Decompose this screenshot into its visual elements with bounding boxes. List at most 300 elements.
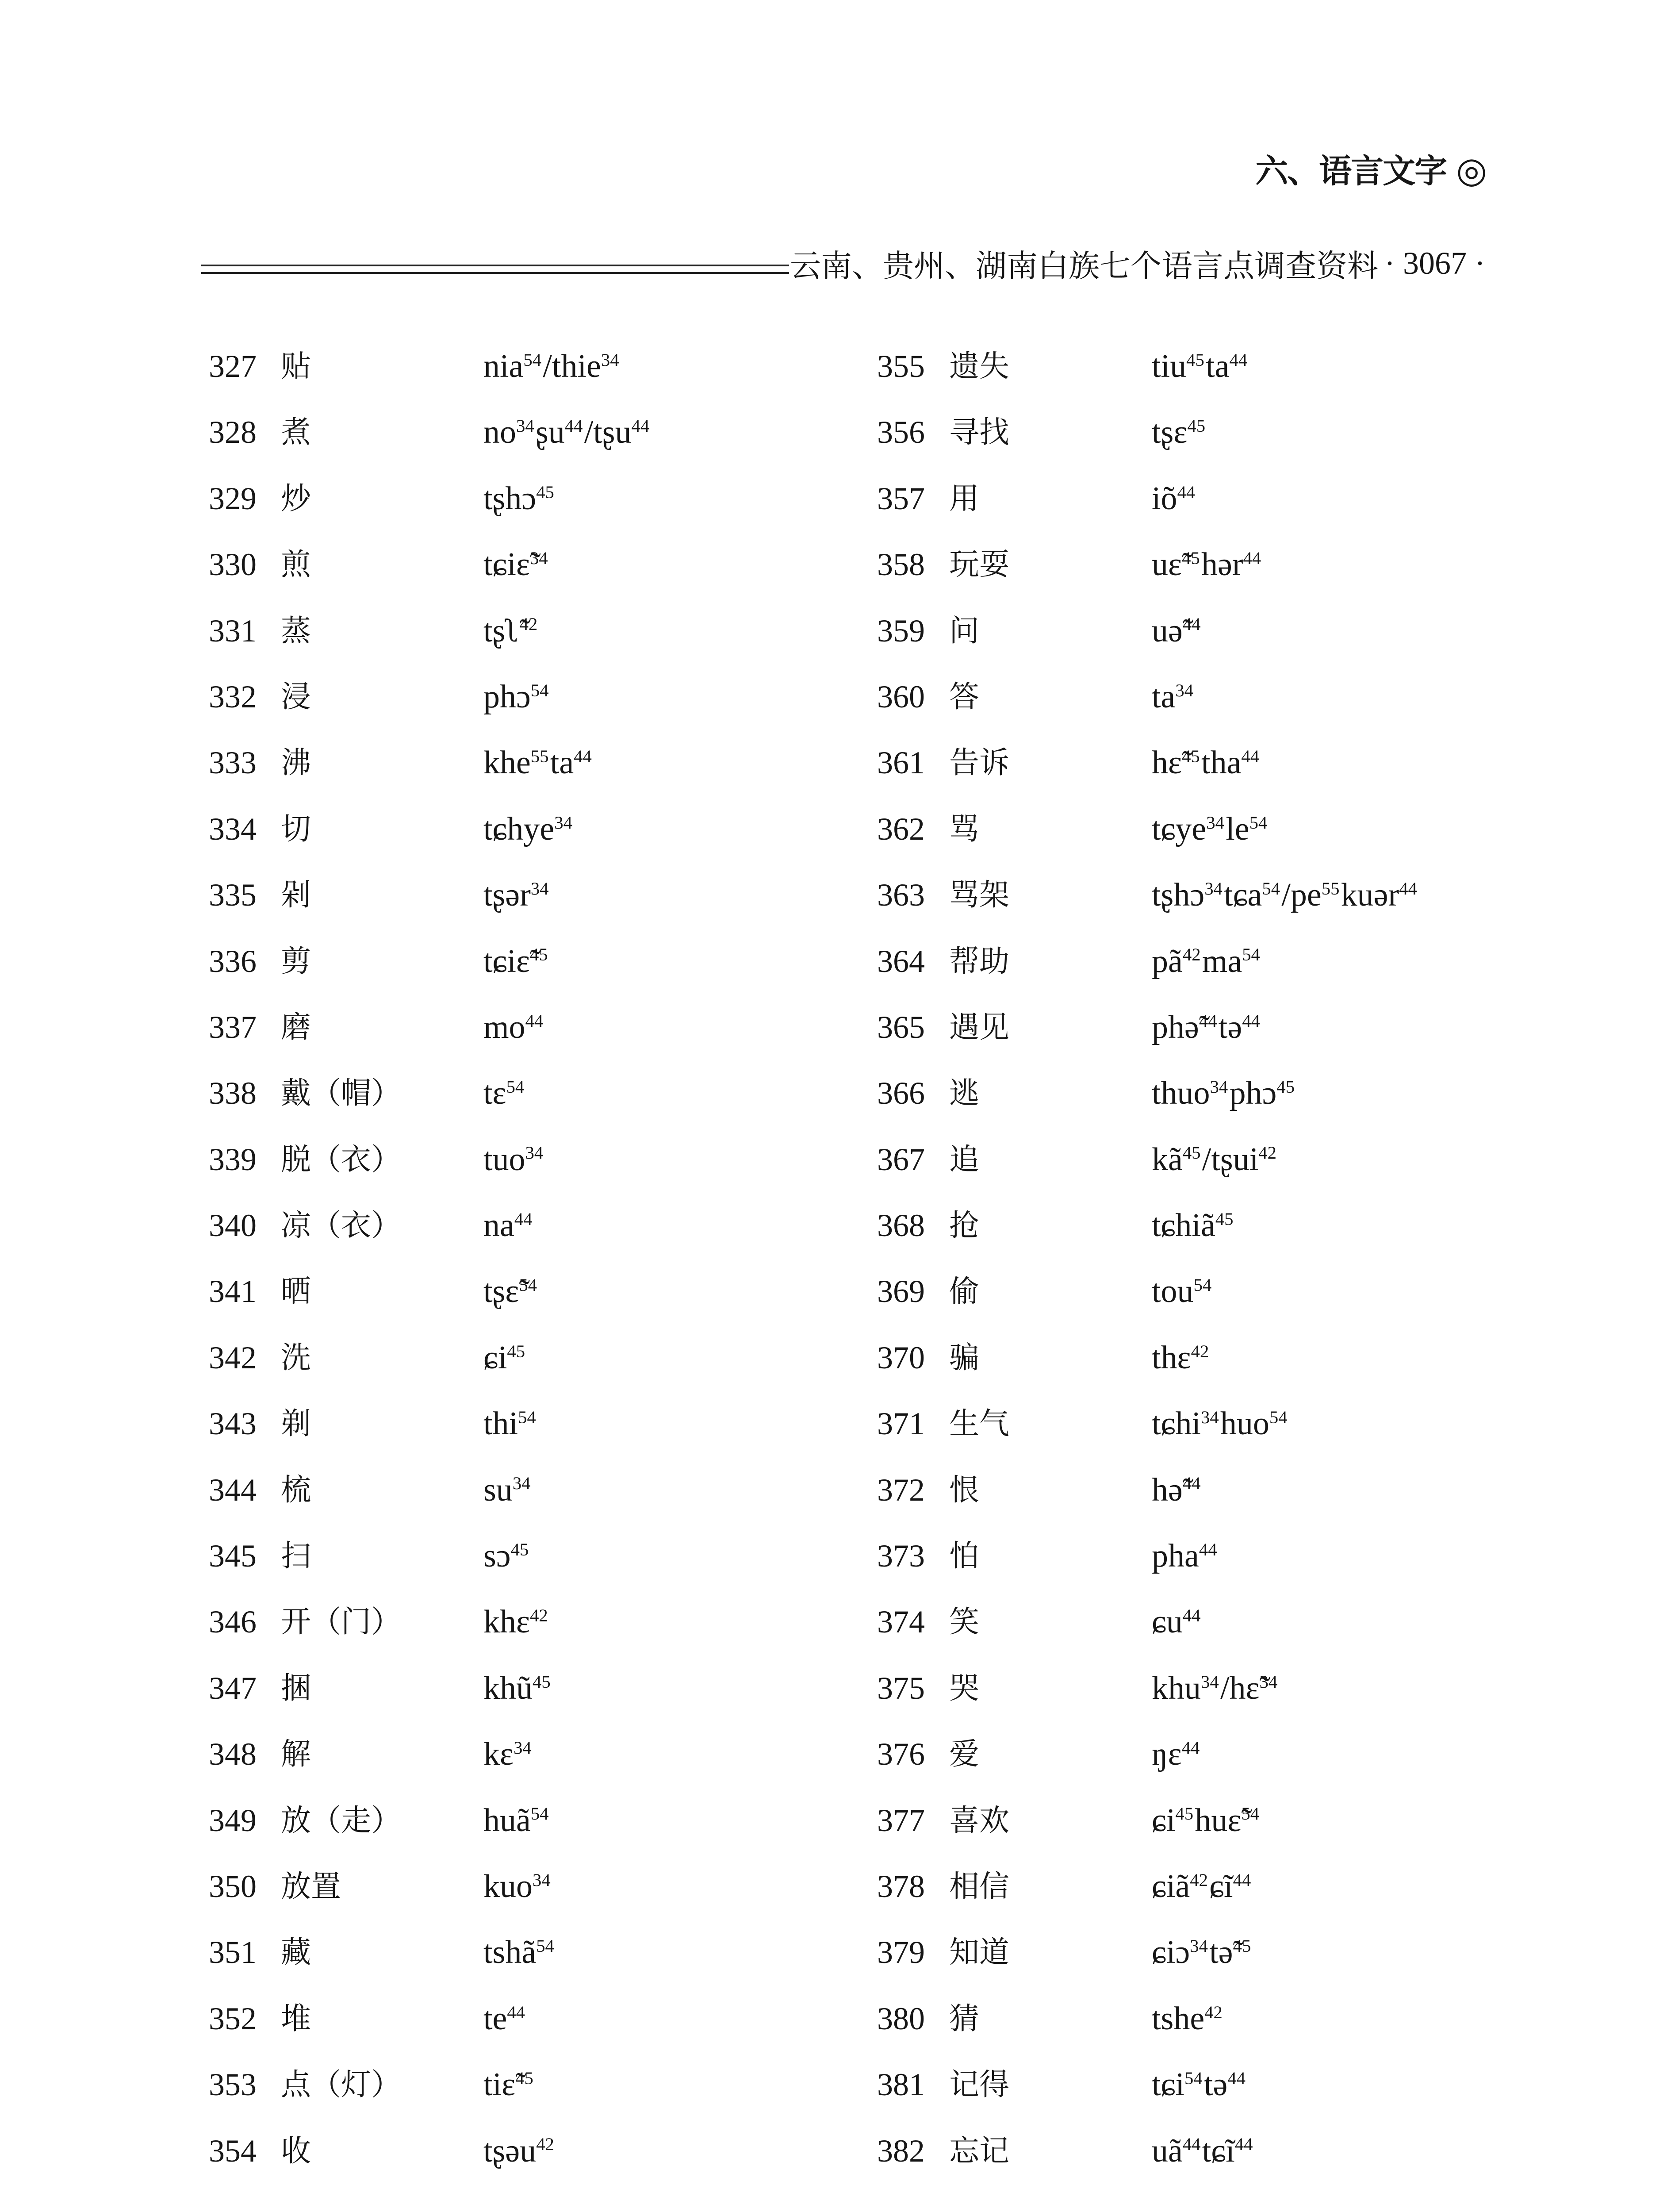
entry-number: 346 xyxy=(209,1604,257,1640)
ipa-syllable: tshe xyxy=(1152,2000,1205,2037)
entry-word: 浸 xyxy=(281,679,311,714)
entry-transcription xyxy=(483,1325,526,1391)
entry-row xyxy=(209,532,863,598)
ipa-syllable: tɕhiã xyxy=(1152,1207,1215,1244)
ipa-syllable: thɛ xyxy=(1152,1339,1191,1376)
tone-number: 44 xyxy=(507,2002,525,2022)
ipa-syllable: pha xyxy=(1152,1538,1199,1575)
entry-word: 贴 xyxy=(281,349,311,384)
tone-number: 44 xyxy=(1227,2068,1246,2088)
entry-number: 382 xyxy=(877,2133,925,2169)
entry-transcription xyxy=(483,1259,538,1325)
tone-number: 44 xyxy=(631,416,650,436)
tone-number: 34 xyxy=(1175,680,1194,700)
running-title: 云南、贵州、湖南白族七个语言点调查资料 xyxy=(790,247,1379,284)
tone-number: 34 xyxy=(516,416,534,436)
entry-row xyxy=(209,1854,863,1920)
tone-number: 44 xyxy=(1241,746,1260,767)
tone-number: 42 xyxy=(1182,945,1201,965)
entry-word: 磨 xyxy=(281,1010,311,1045)
ipa-syllable: tɕĩ xyxy=(1202,2132,1235,2169)
entry-transcription xyxy=(483,1391,537,1457)
ipa-syllable: phə̃ xyxy=(1152,1009,1199,1045)
entry-transcription xyxy=(483,1655,552,1721)
entry-transcription xyxy=(483,995,545,1060)
entry-word: 逃 xyxy=(949,1076,980,1111)
entry-number: 336 xyxy=(209,943,257,979)
entry-word: 恨 xyxy=(949,1472,980,1508)
ipa-syllable: tʂhɔ xyxy=(1152,877,1205,914)
ipa-syllable: tə̃ xyxy=(1209,1934,1233,1971)
entry-row xyxy=(209,796,863,862)
ipa-syllable: le xyxy=(1226,810,1249,847)
entry-transcription xyxy=(483,1127,545,1193)
tone-number: 44 xyxy=(1233,1870,1251,1890)
entry-row xyxy=(877,1259,1629,1325)
ipa-syllable: hɛ̃ xyxy=(1152,745,1182,781)
entry-number: 370 xyxy=(877,1340,925,1375)
tone-number: 44 xyxy=(1182,1605,1201,1626)
entry-transcription xyxy=(1152,929,1261,995)
entry-row xyxy=(877,399,1629,465)
ipa-syllable: tʂəu xyxy=(483,2132,537,2169)
entry-word: 猜 xyxy=(949,2001,980,2036)
entry-transcription xyxy=(1152,1920,1253,1985)
entry-number: 358 xyxy=(877,547,925,583)
ipa-syllable: phɔ xyxy=(483,678,531,715)
tone-number: 54 xyxy=(518,1407,536,1428)
entry-number: 339 xyxy=(209,1141,257,1177)
entry-number: 375 xyxy=(877,1670,925,1706)
entry-number: 328 xyxy=(209,415,257,450)
entry-row xyxy=(209,1986,863,2052)
ipa-syllable: nia xyxy=(483,348,524,384)
tone-number: 45 xyxy=(1182,746,1200,767)
entry-word: 煎 xyxy=(281,547,311,583)
entry-transcription xyxy=(483,1854,552,1920)
entry-row xyxy=(209,1325,863,1391)
tone-number: 34 xyxy=(1200,1407,1219,1428)
entry-row xyxy=(877,1655,1629,1721)
entry-row xyxy=(209,1721,863,1787)
entry-row xyxy=(877,532,1629,598)
entry-word: 堆 xyxy=(281,2001,311,2036)
entry-row xyxy=(209,1788,863,1854)
entry-number: 380 xyxy=(877,2001,925,2036)
entry-transcription xyxy=(483,2118,556,2184)
entry-number: 349 xyxy=(209,1802,257,1838)
entry-number: 342 xyxy=(209,1340,257,1375)
entry-row xyxy=(209,399,863,465)
tone-number: 44 xyxy=(1229,349,1248,370)
entry-transcription xyxy=(1152,1523,1219,1589)
section-title: 六、语言文字 xyxy=(1255,152,1447,190)
ipa-syllable: ŋɛ xyxy=(1152,1736,1182,1773)
tone-number: 45 xyxy=(1182,548,1200,568)
entry-row xyxy=(209,1920,863,1985)
entry-transcription xyxy=(1152,1788,1261,1854)
entry-transcription xyxy=(1152,1127,1278,1193)
entry-row xyxy=(877,862,1629,928)
entry-word: 捆 xyxy=(281,1671,311,1706)
double-rule-divider xyxy=(201,265,789,274)
entry-word: 骂 xyxy=(949,811,980,847)
ipa-syllable: tɕa xyxy=(1224,877,1262,914)
entry-transcription xyxy=(1152,1721,1201,1787)
entry-row xyxy=(877,664,1629,730)
ipa-syllable: phɔ xyxy=(1229,1075,1277,1112)
tone-number: 44 xyxy=(1234,2134,1253,2154)
entry-word: 偷 xyxy=(949,1274,980,1310)
entry-word: 知道 xyxy=(949,1935,1010,1970)
ipa-syllable: tɕhi xyxy=(1152,1406,1201,1442)
entry-word: 追 xyxy=(949,1142,980,1177)
entry-transcription xyxy=(1152,796,1269,862)
tone-number: 44 xyxy=(574,746,592,767)
ipa-syllable: tɕiɛ̃ xyxy=(483,943,530,979)
ipa-syllable: ta xyxy=(1152,678,1176,715)
tone-number: 45 xyxy=(1187,416,1206,436)
entry-number: 360 xyxy=(877,679,925,714)
ipa-syllable: ɕiã xyxy=(1152,1868,1190,1905)
entry-transcription xyxy=(1152,1060,1296,1126)
entry-row xyxy=(209,334,863,399)
entry-number: 354 xyxy=(209,2133,257,2169)
ipa-syllable: /tʂu xyxy=(584,414,632,451)
entry-number: 350 xyxy=(209,1868,257,1904)
entry-number: 372 xyxy=(877,1472,925,1508)
tone-number: 55 xyxy=(1321,878,1340,899)
ipa-syllable: tə xyxy=(1203,2066,1228,2103)
entry-word: 答 xyxy=(949,679,980,714)
ipa-syllable: su xyxy=(483,1471,513,1508)
entry-row xyxy=(877,1193,1629,1259)
entry-word: 哭 xyxy=(949,1671,980,1706)
ipa-syllable: tiu xyxy=(1152,348,1187,384)
tone-number: 44 xyxy=(1243,548,1261,568)
entry-number: 338 xyxy=(209,1075,257,1111)
entry-row xyxy=(877,1325,1629,1391)
entry-number: 329 xyxy=(209,480,257,516)
entry-number: 371 xyxy=(877,1406,925,1442)
tone-number: 44 xyxy=(564,416,583,436)
ipa-syllable: tou xyxy=(1152,1273,1194,1310)
entry-word: 剃 xyxy=(281,1406,311,1442)
ipa-syllable: khɛ xyxy=(483,1604,530,1640)
ipa-syllable: tʂhɔ xyxy=(483,480,537,517)
entry-number: 327 xyxy=(209,349,257,384)
tone-number: 34 xyxy=(1206,812,1224,833)
entry-transcription xyxy=(1152,1655,1279,1721)
tone-number: 54 xyxy=(1242,945,1260,965)
entry-row xyxy=(877,2052,1629,2118)
ipa-syllable: tɛ xyxy=(483,1075,506,1112)
entry-row xyxy=(209,1127,863,1193)
tone-number: 42 xyxy=(530,1605,548,1626)
entry-word: 藏 xyxy=(281,1935,311,1970)
entry-row xyxy=(877,1060,1629,1126)
tone-number: 44 xyxy=(1177,482,1196,502)
tone-number: 54 xyxy=(530,1804,549,1824)
tone-number: 44 xyxy=(1242,1010,1260,1031)
entry-transcription xyxy=(483,399,651,465)
entry-word: 骗 xyxy=(949,1340,980,1375)
entry-number: 374 xyxy=(877,1604,925,1640)
entry-number: 331 xyxy=(209,613,257,649)
entry-row xyxy=(209,2118,863,2184)
tone-number: 44 xyxy=(514,1209,533,1229)
entry-number: 379 xyxy=(877,1935,925,1970)
tone-number: 45 xyxy=(1175,1804,1194,1824)
tone-number: 44 xyxy=(1182,614,1201,634)
entry-word: 开（门） xyxy=(281,1605,402,1640)
entry-word: 炒 xyxy=(281,481,311,516)
entry-word: 遇见 xyxy=(949,1010,1010,1045)
entry-number: 366 xyxy=(877,1075,925,1111)
entry-word: 记得 xyxy=(949,2067,1010,2103)
tone-number: 54 xyxy=(1241,1804,1260,1824)
tone-number: 54 xyxy=(519,1275,537,1295)
entry-number: 368 xyxy=(877,1208,925,1244)
entry-transcription xyxy=(1152,532,1262,598)
tone-number: 34 xyxy=(530,548,548,568)
entry-transcription xyxy=(1152,1259,1213,1325)
ipa-syllable: na xyxy=(483,1207,514,1244)
entry-word: 剪 xyxy=(281,944,311,979)
entry-row xyxy=(209,995,863,1060)
entry-word: 剁 xyxy=(281,878,311,913)
tone-number: 45 xyxy=(510,1539,529,1559)
ipa-syllable: khu xyxy=(1152,1670,1201,1706)
section-header xyxy=(1255,146,1487,195)
entry-word: 怕 xyxy=(949,1539,980,1574)
entry-number: 330 xyxy=(209,547,257,583)
entry-row xyxy=(209,730,863,796)
entry-transcription xyxy=(1152,1589,1202,1655)
entry-number: 381 xyxy=(877,2067,925,2103)
entry-number: 347 xyxy=(209,1670,257,1706)
entry-word: 帮助 xyxy=(949,944,1010,979)
entry-transcription xyxy=(1152,1391,1289,1457)
entry-transcription xyxy=(1152,995,1261,1060)
entry-transcription xyxy=(483,2052,535,2118)
entry-word: 梳 xyxy=(281,1472,311,1508)
tone-number: 54 xyxy=(1184,2068,1203,2088)
ipa-syllable: tɕhye xyxy=(483,810,555,847)
entry-word: 煮 xyxy=(281,415,311,450)
entry-number: 351 xyxy=(209,1935,257,1970)
tone-number: 45 xyxy=(1215,1209,1234,1229)
entry-row xyxy=(209,1259,863,1325)
tone-number: 34 xyxy=(533,1870,551,1890)
right-entry-column xyxy=(877,334,1629,2184)
tone-number: 44 xyxy=(1199,1539,1217,1559)
ipa-syllable: ɕĩ xyxy=(1209,1868,1233,1905)
ipa-syllable: tiɛ̃ xyxy=(483,2066,516,2103)
entry-number: 352 xyxy=(209,2001,257,2036)
entry-word: 玩耍 xyxy=(949,547,1010,583)
entry-word: 放置 xyxy=(281,1869,341,1904)
ipa-syllable: tɕye xyxy=(1152,810,1207,847)
tone-number: 45 xyxy=(515,2068,533,2088)
tone-number: 42 xyxy=(1191,1341,1209,1361)
entry-transcription xyxy=(1152,1457,1202,1523)
ipa-syllable: kuər xyxy=(1341,877,1399,914)
ipa-syllable: hər xyxy=(1201,546,1243,583)
entry-row xyxy=(877,598,1629,664)
entry-transcription xyxy=(483,1589,549,1655)
tone-number: 34 xyxy=(554,812,572,833)
tone-number: 34 xyxy=(1190,1936,1208,1956)
ipa-syllable: ʂu xyxy=(535,414,565,451)
entry-number: 373 xyxy=(877,1538,925,1574)
tone-number: 45 xyxy=(1233,1936,1251,1956)
ipa-syllable: ta xyxy=(550,745,574,781)
entry-transcription xyxy=(483,862,550,928)
ipa-syllable: mo xyxy=(483,1009,525,1045)
tone-number: 42 xyxy=(519,614,538,634)
entry-number: 348 xyxy=(209,1736,257,1772)
entry-row xyxy=(209,598,863,664)
entry-transcription xyxy=(1152,2118,1254,2184)
entry-transcription xyxy=(1152,1986,1224,2052)
ipa-syllable: /hɛ̃ xyxy=(1220,1670,1260,1706)
entry-transcription xyxy=(483,1523,530,1589)
entry-transcription xyxy=(1152,1193,1235,1259)
ipa-syllable: /thie xyxy=(543,348,601,384)
ipa-syllable: tə xyxy=(1218,1009,1242,1045)
tone-number: 55 xyxy=(530,746,549,767)
entry-word: 忘记 xyxy=(949,2133,1010,2169)
entry-number: 377 xyxy=(877,1802,925,1838)
entry-transcription xyxy=(483,1986,526,2052)
entry-number: 332 xyxy=(209,679,257,714)
entry-transcription xyxy=(1152,664,1195,730)
entry-number: 364 xyxy=(877,943,925,979)
entry-word: 点（灯） xyxy=(281,2067,402,2103)
tone-number: 42 xyxy=(1258,1143,1276,1163)
entry-word: 生气 xyxy=(949,1406,1010,1442)
tone-number: 44 xyxy=(1182,1473,1201,1494)
tone-number: 45 xyxy=(533,1671,551,1692)
entry-word: 洗 xyxy=(281,1340,311,1375)
tone-number: 34 xyxy=(1204,878,1223,899)
tone-number: 34 xyxy=(514,1737,532,1758)
entry-number: 355 xyxy=(877,349,925,384)
entry-transcription xyxy=(483,334,621,399)
ipa-syllable: thuo xyxy=(1152,1075,1210,1112)
entry-number: 365 xyxy=(877,1009,925,1045)
ipa-syllable: /tʂui xyxy=(1202,1141,1259,1178)
entry-number: 362 xyxy=(877,811,925,847)
entry-word: 放（走） xyxy=(281,1803,402,1838)
entry-word: 收 xyxy=(281,2133,311,2169)
entry-transcription xyxy=(1152,399,1207,465)
entry-word: 晒 xyxy=(281,1274,311,1310)
ipa-syllable: no xyxy=(483,414,516,451)
ipa-syllable: tha xyxy=(1201,745,1242,781)
entry-number: 334 xyxy=(209,811,257,847)
tone-number: 45 xyxy=(536,482,554,502)
tone-number: 45 xyxy=(507,1341,525,1361)
entry-row xyxy=(209,1589,863,1655)
entry-transcription xyxy=(483,730,593,796)
entry-word: 遗失 xyxy=(949,349,1010,384)
tone-number: 45 xyxy=(530,945,548,965)
ipa-syllable: kã xyxy=(1152,1141,1183,1178)
entry-number: 356 xyxy=(877,415,925,450)
tone-number: 54 xyxy=(1249,812,1268,833)
entry-number: 341 xyxy=(209,1274,257,1310)
entry-row xyxy=(877,730,1629,796)
ipa-syllable: thi xyxy=(483,1406,518,1442)
entry-row xyxy=(877,1920,1629,1985)
ipa-syllable: hə̃ xyxy=(1152,1471,1183,1508)
entry-word: 问 xyxy=(949,613,980,649)
entry-row xyxy=(209,1391,863,1457)
tone-number: 44 xyxy=(1399,878,1417,899)
tone-number: 42 xyxy=(1204,2002,1223,2022)
entry-row xyxy=(209,1193,863,1259)
entry-transcription xyxy=(483,1457,532,1523)
entry-row xyxy=(209,2052,863,2118)
entry-number: 359 xyxy=(877,613,925,649)
entry-transcription xyxy=(483,532,549,598)
entry-transcription xyxy=(1152,862,1418,928)
tone-number: 34 xyxy=(530,878,549,899)
entry-word: 蒸 xyxy=(281,613,311,649)
tone-number: 34 xyxy=(512,1473,531,1494)
entry-row xyxy=(877,1457,1629,1523)
entry-row xyxy=(877,1391,1629,1457)
entry-number: 333 xyxy=(209,745,257,781)
ipa-syllable: kɛ xyxy=(483,1736,514,1773)
entry-transcription xyxy=(483,1193,534,1259)
entry-row xyxy=(877,1523,1629,1589)
entry-word: 骂架 xyxy=(949,878,1010,913)
ipa-syllable: kuo xyxy=(483,1868,533,1905)
entry-transcription xyxy=(483,1920,556,1985)
entry-word: 脱（衣） xyxy=(281,1142,402,1177)
entry-row xyxy=(877,1986,1629,2052)
ipa-syllable: khe xyxy=(483,745,531,781)
entry-transcription xyxy=(483,664,550,730)
entry-number: 378 xyxy=(877,1868,925,1904)
entry-row xyxy=(877,796,1629,862)
ipa-syllable: ɕi xyxy=(1152,1802,1176,1839)
entry-transcription xyxy=(483,598,539,664)
tone-number: 54 xyxy=(523,349,542,370)
entry-number: 357 xyxy=(877,480,925,516)
entry-row xyxy=(877,1854,1629,1920)
ipa-syllable: uɛ̃ xyxy=(1152,546,1182,583)
entry-row xyxy=(877,466,1629,532)
ipa-syllable: ɕi xyxy=(483,1339,507,1376)
ipa-syllable: tʂʅ̃ xyxy=(483,612,520,649)
ipa-syllable: /pe xyxy=(1281,877,1322,914)
entry-row xyxy=(209,1457,863,1523)
section-mark-icon: ◎ xyxy=(1456,150,1487,191)
entry-number: 376 xyxy=(877,1736,925,1772)
tone-number: 44 xyxy=(525,1010,544,1031)
running-head xyxy=(201,241,1485,285)
entry-row xyxy=(877,334,1629,399)
tone-number: 34 xyxy=(1210,1077,1228,1097)
entry-row xyxy=(877,1127,1629,1193)
tone-number: 42 xyxy=(536,2134,554,2154)
tone-number: 42 xyxy=(1190,1870,1208,1890)
entry-transcription xyxy=(483,796,574,862)
